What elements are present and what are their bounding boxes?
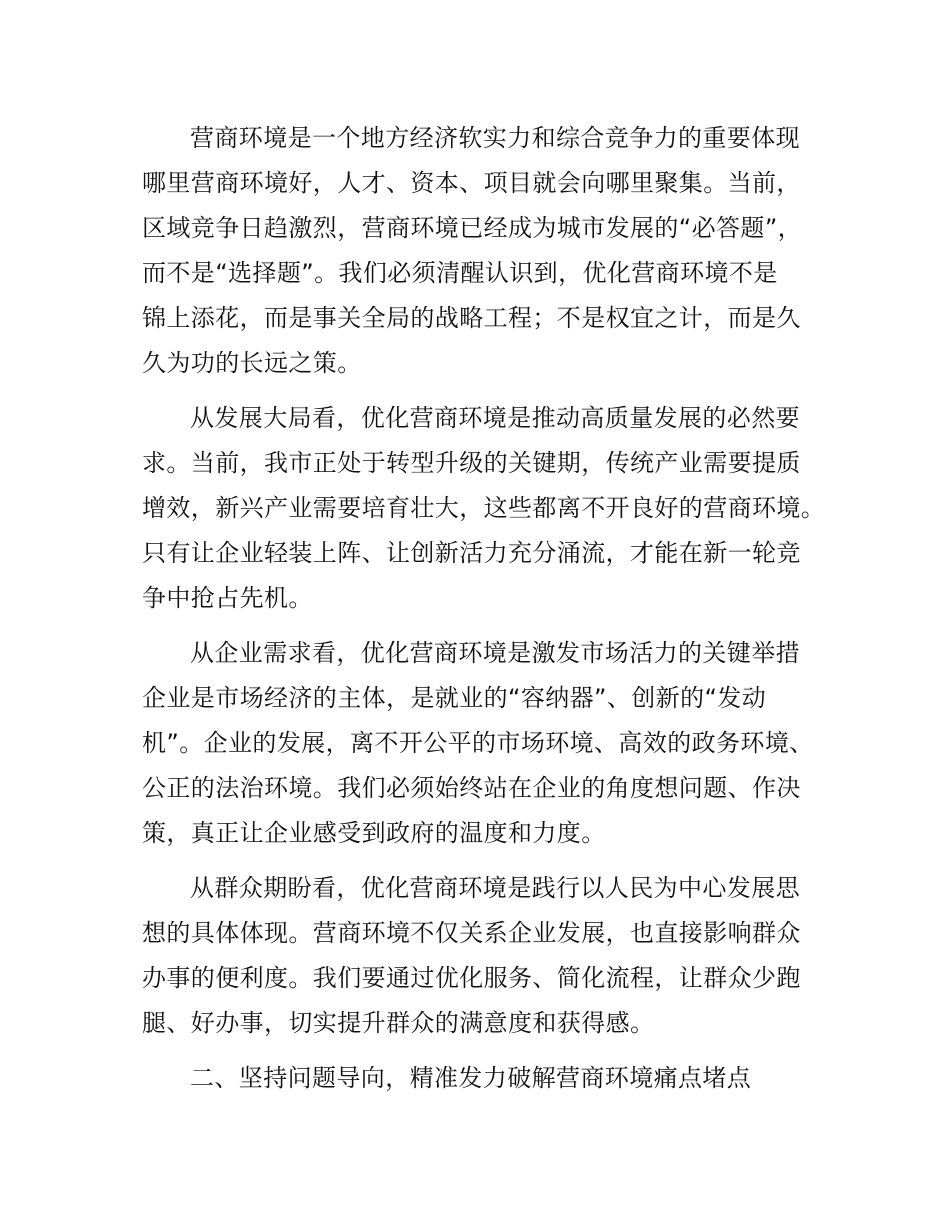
document-body <box>142 116 832 1101</box>
paragraph-2 <box>142 396 832 621</box>
text-line: 策，真正让企业感受到政府的温度和力度。 <box>142 819 606 847</box>
text-line: 从群众期盼看，优化营商环境是践行以人民为中心发展思 <box>190 874 800 902</box>
paragraph-4 <box>142 866 832 1046</box>
text-line: 区域竞争日趋激烈，营商环境已经成为城市发展的“必答题”， <box>142 214 803 242</box>
paragraph-spacer <box>142 856 832 866</box>
text-line: 公正的法治环境。我们必须始终站在企业的角度想问题、作决 <box>142 774 801 802</box>
text-line: 而不是“选择题”。我们必须清醒认识到，优化营商环境不是 <box>142 259 778 287</box>
text-line: 办事的便利度。我们要通过优化服务、简化流程，让群众少跑 <box>142 964 801 992</box>
text-line: 锦上添花，而是事关全局的战略工程；不是权宜之计，而是久 <box>142 304 801 332</box>
text-line: 营商环境是一个地方经济软实力和综合竞争力的重要体现 <box>190 124 800 152</box>
paragraph-1 <box>142 116 832 386</box>
text-line: 哪里营商环境好，人才、资本、项目就会向哪里聚集。当前， <box>142 169 801 197</box>
section-heading: 二、坚持问题导向，精准发力破解营商环境痛点堵点 <box>190 1064 752 1092</box>
text-line: 久为功的长远之策。 <box>142 349 362 377</box>
text-line: 求。当前，我市正处于转型升级的关键期，传统产业需要提质 <box>142 449 801 477</box>
paragraph-3 <box>142 631 832 856</box>
paragraph-spacer <box>142 1046 832 1056</box>
text-line: 想的具体体现。营商环境不仅关系企业发展，也直接影响群众 <box>142 919 801 947</box>
text-line: 腿、好办事，切实提升群众的满意度和获得感。 <box>142 1009 655 1037</box>
text-line: 从企业需求看，优化营商环境是激发市场活力的关键举措 <box>190 639 800 667</box>
paragraph-spacer <box>142 386 832 396</box>
text-line: 只有让企业轻装上阵、让创新活力充分涌流，才能在新一轮竞 <box>142 539 801 567</box>
text-line: 企业是市场经济的主体，是就业的“容纳器”、创新的“发动 <box>142 684 767 712</box>
text-line: 争中抢占先机。 <box>142 584 313 612</box>
text-line: 从发展大局看，优化营商环境是推动高质量发展的必然要 <box>190 404 800 432</box>
text-line: 机”。企业的发展，离不开公平的市场环境、高效的政务环境、 <box>142 729 814 757</box>
text-line: 增效，新兴产业需要培育壮大，这些都离不开良好的营商环境。 <box>142 494 826 522</box>
paragraph-spacer <box>142 621 832 631</box>
